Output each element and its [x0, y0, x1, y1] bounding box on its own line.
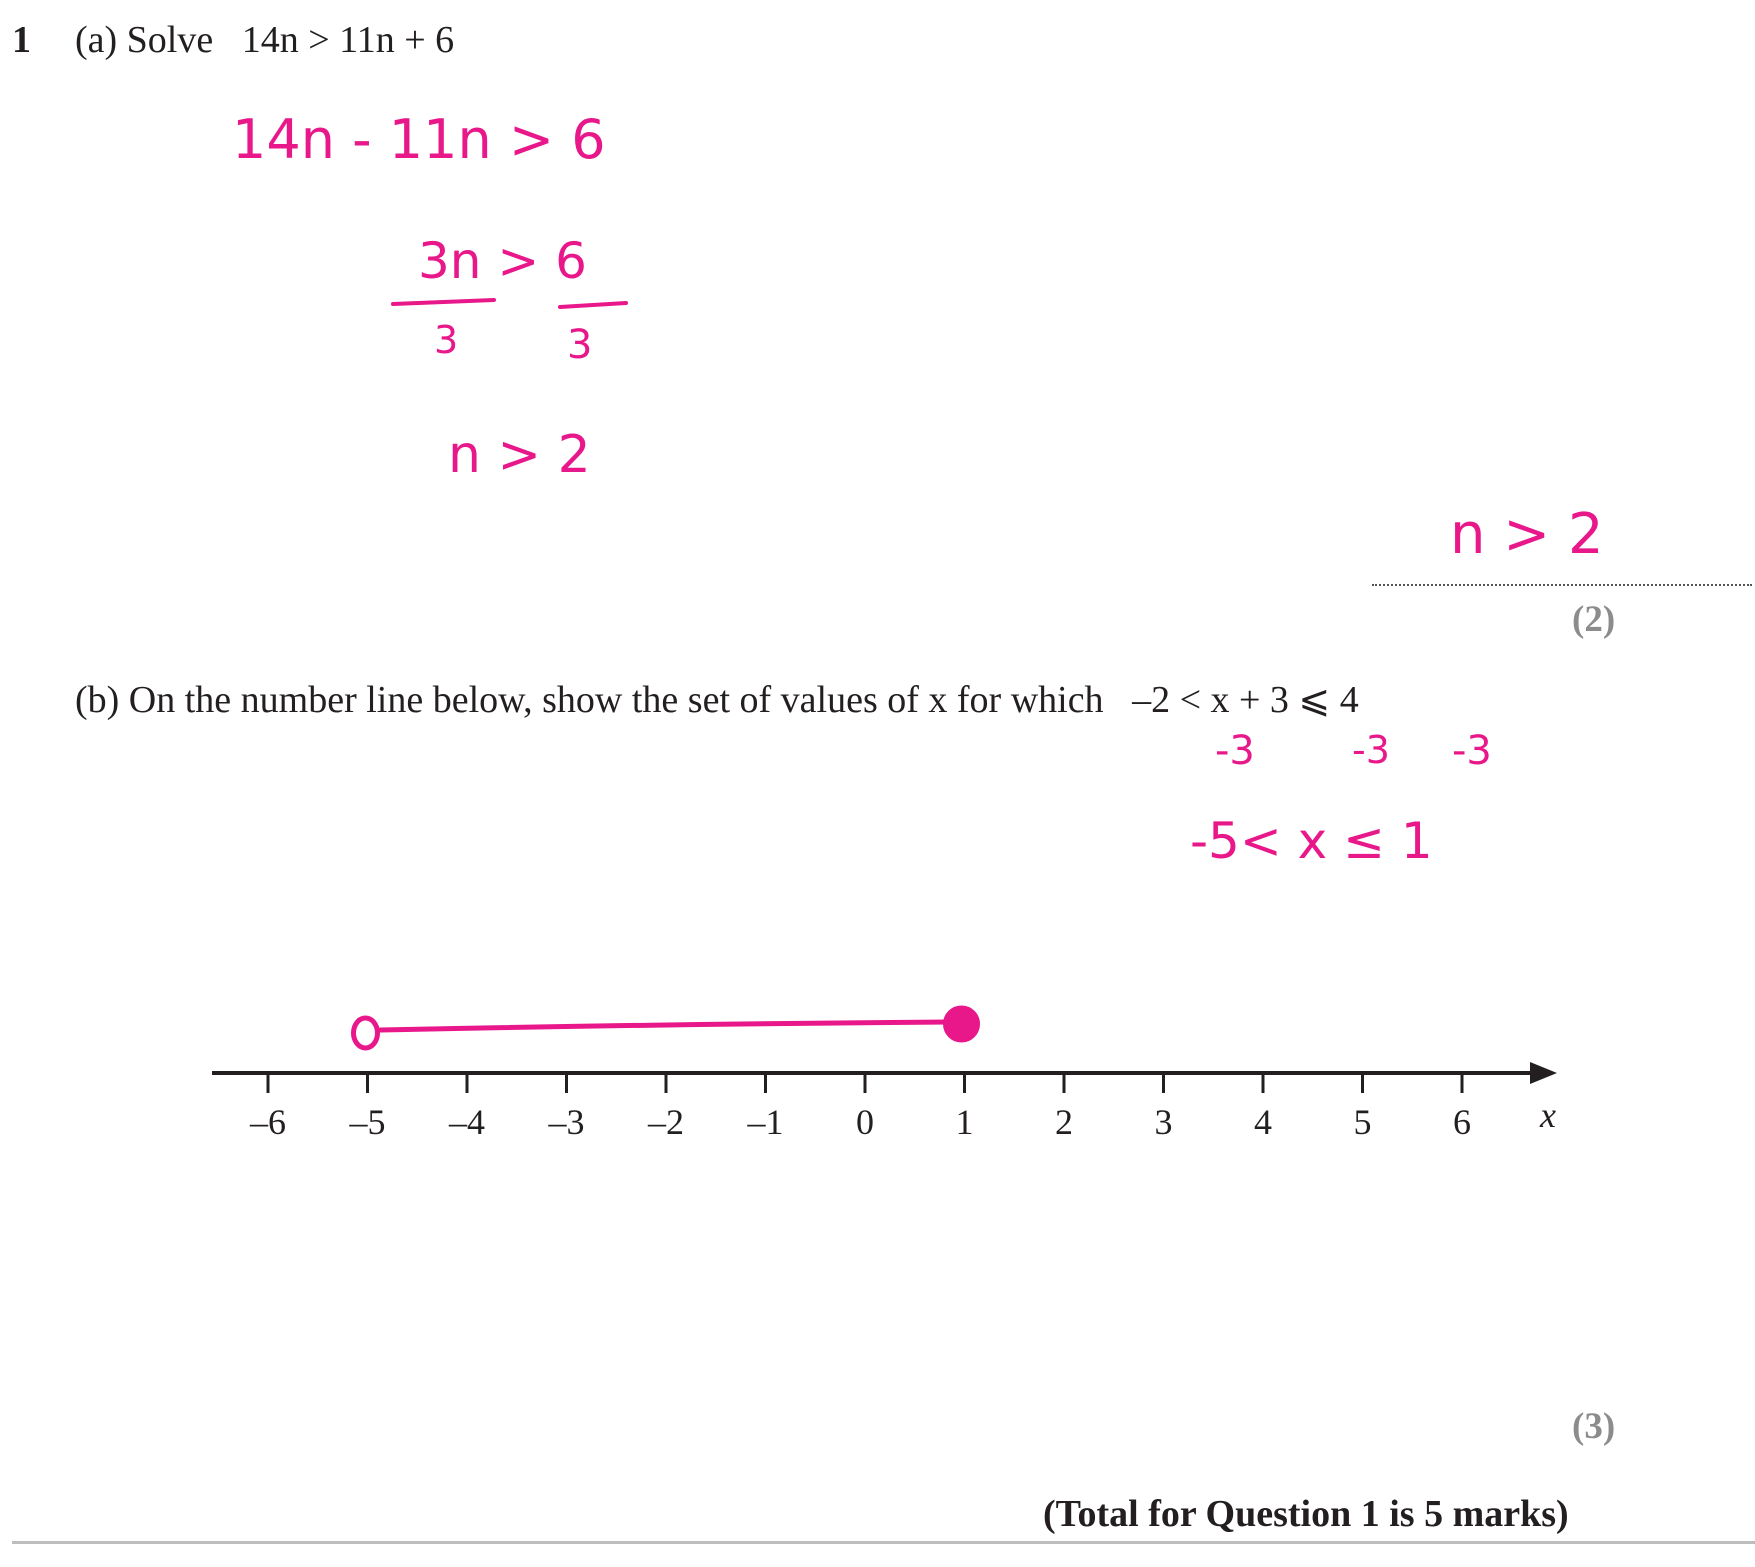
working-denominator-right: 3: [567, 322, 593, 368]
answer-a: n > 2: [1450, 502, 1604, 567]
working-result: -5< x ≤ 1: [1190, 812, 1433, 870]
working-subtract-3: -3: [1452, 728, 1492, 774]
interval-segment: [381, 1022, 951, 1030]
tick-label: 1: [955, 1102, 974, 1142]
part-a-label: (a) Solve: [75, 19, 214, 61]
part-b-inequality: –2 < x + 3 ⩽ 4: [1132, 679, 1359, 721]
part-b-text: (b) On the number line below, show the set of values of x for which: [75, 679, 1104, 721]
part-a-expression: 14n > 11n + 6: [241, 19, 455, 61]
tick-label: –5: [349, 1102, 386, 1142]
tick-label: –4: [449, 1102, 485, 1142]
working-subtract-2: -3: [1352, 728, 1390, 772]
tick-label: 2: [1055, 1102, 1073, 1142]
axis-arrowhead: [1530, 1062, 1557, 1084]
marks-b: (3): [1572, 1406, 1616, 1447]
working-denominator-left: 3: [434, 318, 459, 362]
tick-label: 3: [1154, 1102, 1173, 1142]
tick-label: 5: [1353, 1102, 1372, 1142]
tick-label: –6: [250, 1102, 286, 1142]
tick-label: –1: [747, 1102, 784, 1142]
question-number: 1: [12, 19, 31, 61]
tick-label: –2: [648, 1102, 684, 1142]
tick-label: –3: [548, 1102, 585, 1142]
closed-circle-end: [945, 1007, 979, 1041]
marks-a: (2): [1572, 599, 1616, 640]
working-line-3: n > 2: [448, 425, 591, 485]
working-line-2: 3n > 6: [418, 232, 587, 290]
working-line-1: 14n - 11n > 6: [232, 108, 606, 171]
fraction-bar: [393, 300, 494, 304]
fraction-bar: [560, 303, 626, 307]
open-circle-start: [354, 1018, 378, 1048]
tick-label: 0: [856, 1102, 874, 1142]
bottom-rule: [12, 1541, 1755, 1544]
tick-label: 4: [1254, 1102, 1272, 1142]
tick-label: 6: [1453, 1102, 1471, 1142]
total-marks: (Total for Question 1 is 5 marks): [1043, 1493, 1569, 1535]
working-subtract-1: -3: [1215, 728, 1255, 774]
axis-label-x: x: [1540, 1095, 1556, 1135]
